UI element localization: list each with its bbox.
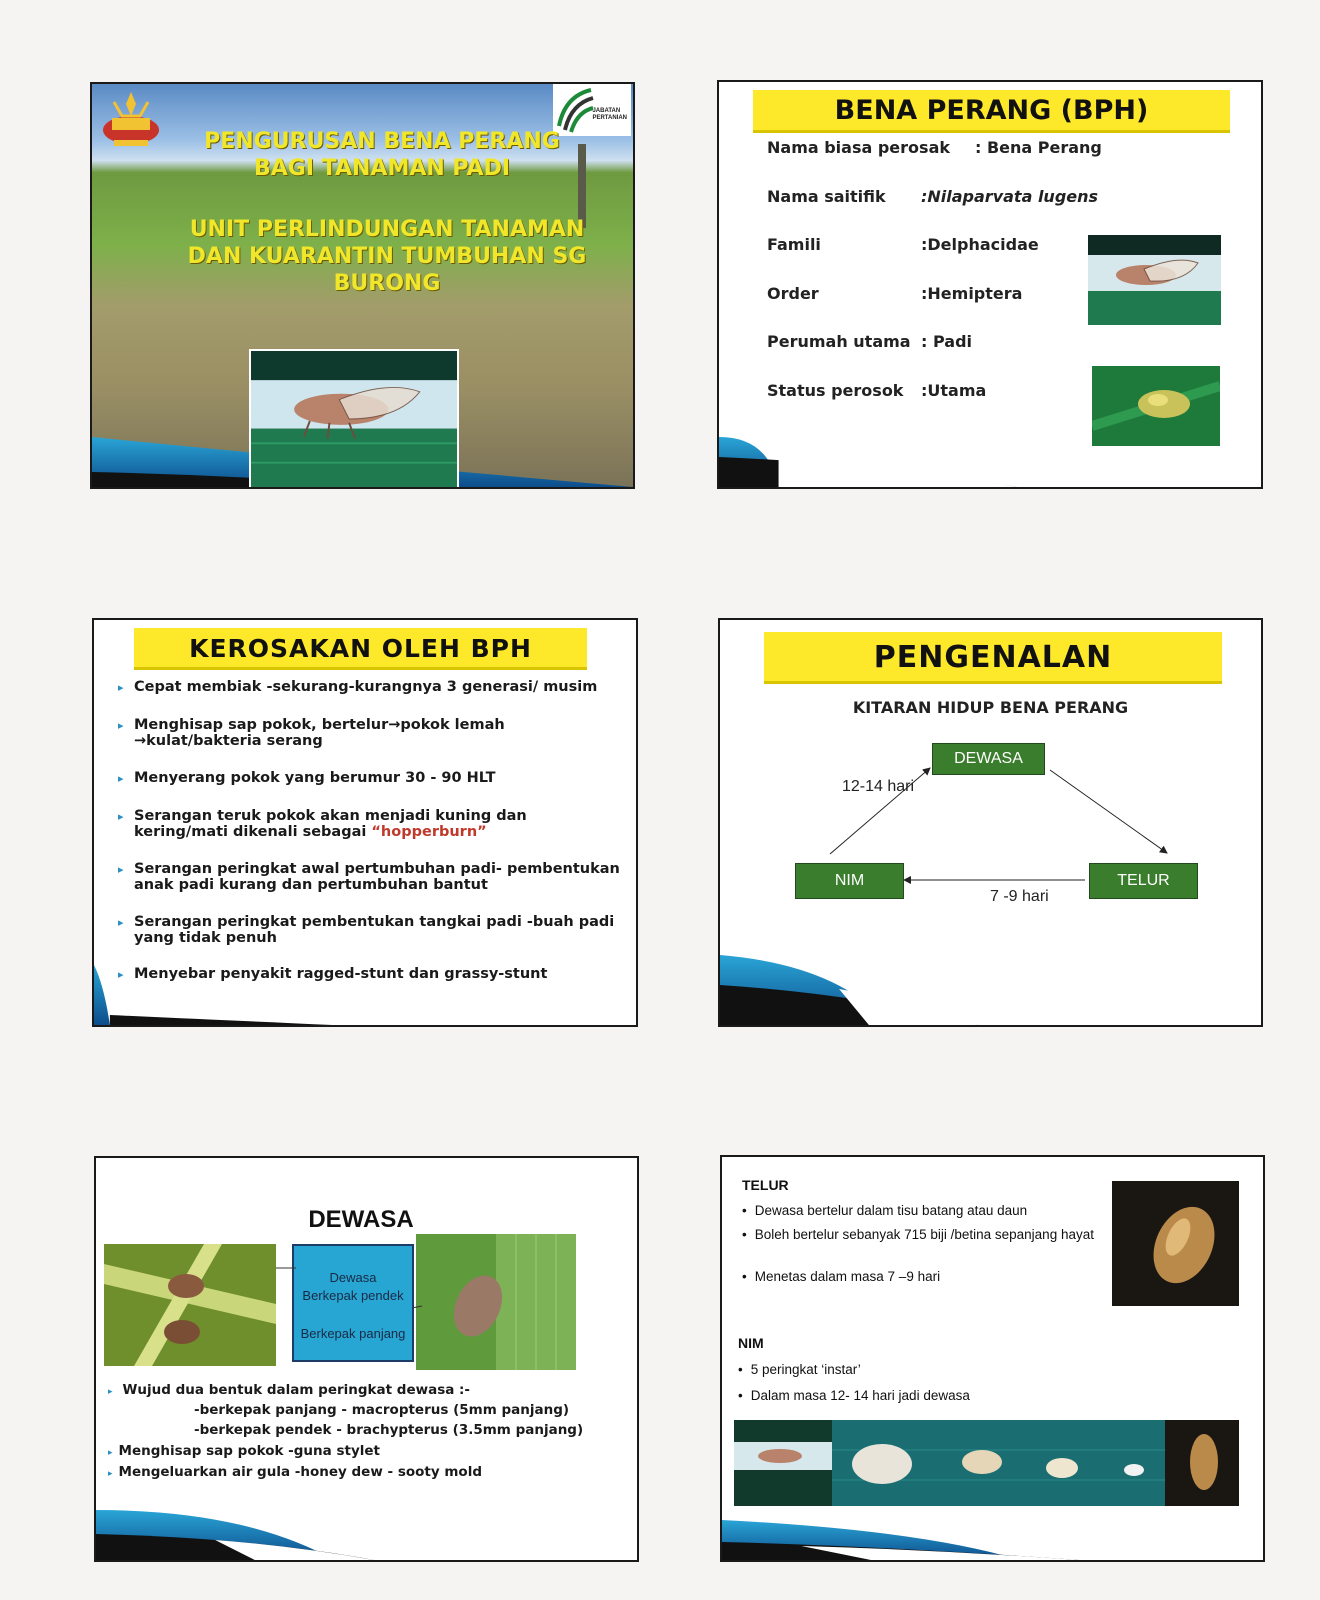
bullet-line: anak padi kurang dan pertumbuhan bantut: [134, 877, 488, 893]
bullet-item: [114, 914, 624, 946]
bullet-line: Menyebar penyakit ragged-stunt dan grassy-stunt: [134, 966, 548, 982]
nymph-photo: [1092, 366, 1220, 446]
lifecycle-strip-photo: [734, 1420, 1239, 1506]
slide-title: [90, 82, 635, 489]
short-wing-adult-photo: [104, 1244, 276, 1366]
bullet-arrow-icon: ▸: [118, 719, 124, 732]
leaf-logo-icon: [555, 86, 595, 134]
egg-item: • Menetas dalam masa 7 –9 hari: [742, 1269, 941, 1284]
box-line-3: Berkepak panjang: [300, 1326, 406, 1341]
bullet-line: Menyerang pokok yang berumur 30 - 90 HLT: [134, 770, 496, 786]
info-value: :Nilaparvata lugens: [921, 187, 1099, 206]
egg-item: • Dewasa bertelur dalam tisu batang atau daun: [742, 1203, 1028, 1218]
slide3-title: KEROSAKAN OLEH BPH: [134, 628, 587, 670]
nymph-item: • 5 peringkat ‘instar’: [738, 1362, 861, 1377]
egg-item-text: Menetas dalam masa 7 –9 hari: [754, 1269, 941, 1284]
bullet-text: Mengeluarkan air gula -honey dew - sooty mold: [118, 1464, 482, 1480]
info-label: Perumah utama: [767, 332, 911, 351]
egg-item-text: Boleh bertelur sebanyak 715 biji /betina sepanjang hayat: [754, 1227, 1094, 1242]
hopperburn-highlight: “hopperburn”: [371, 824, 487, 840]
box-pointer-lines: [266, 1258, 426, 1358]
box-line-1: Dewasa: [329, 1270, 377, 1285]
slide-pengenalan: [718, 618, 1263, 1027]
bullet-line: Menghisap sap pokok, bertelur→pokok lemah: [134, 717, 505, 733]
bullet-item: [108, 1464, 482, 1480]
bullet-item: [108, 1382, 470, 1398]
info-label: Nama saitifik: [767, 187, 886, 206]
info-value: : Bena Perang: [975, 138, 1102, 157]
lifecycle-arrows: [720, 620, 1263, 1027]
eggs-photo: [1112, 1181, 1239, 1306]
info-value: :Utama: [921, 381, 987, 400]
bullet-item: [108, 1443, 380, 1459]
bullet-arrow-icon: ▸: [118, 681, 124, 694]
unit-line-2: DAN KUARANTIN TUMBUHAN SG: [187, 244, 587, 269]
slide-telur-nim: [720, 1155, 1265, 1562]
node-dewasa: DEWASA: [932, 743, 1045, 775]
bullet-line: yang tidak penuh: [134, 930, 277, 946]
title-line-1: PENGURUSAN BENA PERANG: [204, 129, 560, 154]
bullet-text: Menghisap sap pokok -guna stylet: [118, 1443, 380, 1459]
lifecycle-subtitle: KITARAN HIDUP BENA PERANG: [852, 698, 1129, 717]
nymph-item-text: 5 peringkat ‘instar’: [750, 1362, 861, 1377]
box-line-2: Berkepak pendek: [302, 1288, 404, 1303]
slide4-title: PENGENALAN: [764, 632, 1222, 684]
node-nim: NIM: [795, 863, 904, 899]
bullet-arrow-icon: ▸: [118, 863, 124, 876]
title-line-2: BAGI TANAMAN PADI: [253, 156, 511, 181]
unit-line-1: UNIT PERLINDUNGAN TANAMAN: [189, 217, 585, 242]
info-label: Status perosok: [767, 381, 904, 400]
egg-item: • Boleh bertelur sebanyak 715 biji /betina sepanjang hayat: [742, 1227, 1094, 1242]
bullet-line: Cepat membiak -sekurang-kurangnya 3 generasi/ musim: [134, 679, 598, 695]
slide5-title: DEWASA: [308, 1206, 414, 1233]
bullet-arrow-icon: ▸: [118, 810, 124, 823]
bullet-arrow-icon: ▸: [118, 968, 124, 981]
bullet-item: [114, 679, 624, 695]
node-telur: TELUR: [1089, 863, 1198, 899]
nymph-item-text: Dalam masa 12- 14 hari jadi dewasa: [750, 1388, 970, 1403]
slide1-unit: [162, 216, 612, 297]
bullet-line: →kulat/bakteria serang: [134, 733, 323, 749]
logo-text-1: JABATAN: [592, 108, 621, 114]
slide-dewasa: [94, 1156, 639, 1562]
slide-kerosakan: [92, 618, 638, 1027]
bullet-text: Wujud dua bentuk dalam peringkat dewasa :-: [122, 1382, 471, 1398]
egg-heading: TELUR: [742, 1177, 789, 1193]
sub-item: -berkepak panjang - macropterus (5mm panjang): [194, 1402, 570, 1418]
duration-nim-dewasa: 12-14 hari: [842, 778, 915, 795]
slide2-title: BENA PERANG (BPH): [753, 90, 1230, 133]
bullet-line: kering/mati dikenali sebagai: [134, 824, 372, 840]
bullet-item: [114, 808, 624, 840]
info-value: :Delphacidae: [921, 235, 1039, 254]
bullet-arrow-icon: ▸: [108, 1387, 113, 1397]
planthopper-photo: [249, 349, 459, 489]
bullet-item: [114, 770, 624, 786]
info-label: Nama biasa perosak: [767, 138, 950, 157]
arrow-dewasa-to-telur: [1050, 770, 1167, 853]
info-value: : Padi: [921, 332, 972, 351]
slide-bena-perang: [717, 80, 1263, 489]
egg-item-text: Dewasa bertelur dalam tisu batang atau daun: [754, 1203, 1028, 1218]
adult-planthopper-photo: [1088, 235, 1221, 325]
sub-item: -berkepak pendek - brachypterus (3.5mm panjang): [194, 1422, 584, 1438]
bullet-arrow-icon: ▸: [118, 772, 124, 785]
nymph-heading: NIM: [738, 1335, 764, 1351]
bullet-arrow-icon: ▸: [108, 1469, 113, 1479]
info-value: :Hemiptera: [921, 284, 1023, 303]
bullet-arrow-icon: ▸: [118, 916, 124, 929]
nymph-item: • Dalam masa 12- 14 hari jadi dewasa: [738, 1388, 970, 1403]
bullet-item: [114, 717, 624, 749]
slide-swoosh-decoration: [96, 1490, 637, 1560]
long-wing-adult-photo: [416, 1234, 576, 1370]
info-label: Famili: [767, 235, 821, 254]
unit-line-3: BURONG: [333, 271, 441, 296]
bullet-item: [114, 861, 624, 893]
bullet-line: Serangan peringkat awal pertumbuhan padi- pembentukan: [134, 861, 620, 877]
bullet-item: [114, 966, 624, 982]
bullet-line: Serangan peringkat pembentukan tangkai padi -buah padi: [134, 914, 615, 930]
bullet-line: Serangan teruk pokok akan menjadi kuning dan: [134, 808, 527, 824]
info-label: Order: [767, 284, 819, 303]
logo-text-2: PERTANIAN: [592, 115, 627, 121]
bullet-arrow-icon: ▸: [108, 1448, 113, 1458]
slide1-title: [152, 128, 612, 182]
duration-telur-nim: 7 -9 hari: [990, 888, 1049, 905]
